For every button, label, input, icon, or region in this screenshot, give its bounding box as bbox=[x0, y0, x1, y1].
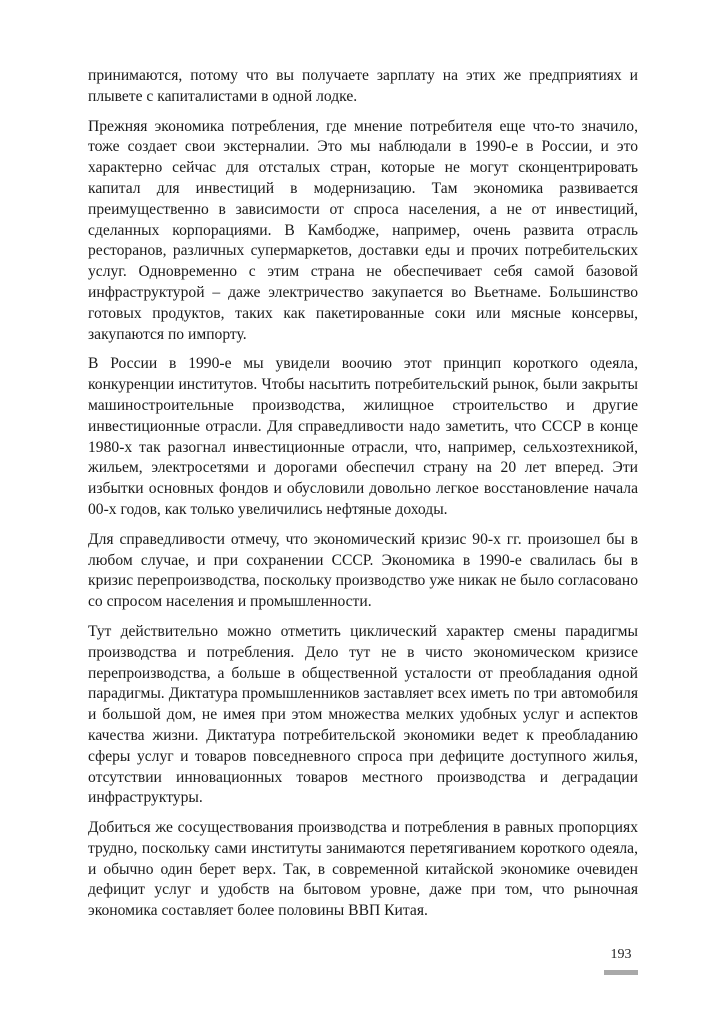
page-number: 193 bbox=[610, 947, 632, 962]
paragraph-3: В России в 1990-е мы увидели воочию этот принцип короткого одеяла, конкуренции институтов. Чтобы насытить потребительский рынок, были закрыты машиностроительные производства, жилищное строительство и другие инвестиционные отрасли. Для справедливости надо заметить, что СССР в конце 1980-х так разогнал инвестиционные отрасли, что, например, сельхозтехникой, жильем, электросетями и дорогами обеспечил страну на 20 лет вперед. Эти избытки основных фондов и обусловили довольно легкое восстановление начала 00-х годов, как только увеличились нефтяные доходы. bbox=[88, 355, 638, 518]
page-footer bbox=[604, 946, 638, 975]
page-body bbox=[88, 66, 638, 931]
paragraph-1: принимаются, потому что вы получаете зарплату на этих же предприятиях и плывете с капиталистами в одной лодке. bbox=[88, 67, 638, 105]
paragraph-2: Прежняя экономика потребления, где мнение потребителя еще что-то значило, тоже создает свои экстерналии. Это мы наблюдали в 1990-е в России, и это характерно сейчас для отсталых стран, которые не могут сконцентрировать капитал для инвестиций в модернизацию. Там экономика развивается преимущественно в зависимости от спроса населения, а не от инвестиций, сделанных корпорациями. В Камбодже, например, очень развита отрасль ресторанов, различных супермаркетов, доставки еды и прочих потребительских услуг. Одновременно с этим страна не обеспечивает себя самой базовой инфраструктурой – даже электричество закупается во Вьетнаме. Большинство готовых продуктов, таких как пакетированные соки или мясные консервы, закупаются по импорту. bbox=[88, 117, 638, 343]
paragraph-4: Для справедливости отмечу, что экономический кризис 90-х гг. произошел бы в любом случае, и при сохранении СССР. Экономика в 1990-е свалилась бы в кризис перепроизводства, поскольку производство уже никак не было согласовано со спросом населения и промышленности. bbox=[88, 530, 638, 611]
paragraph-5: Тут действительно можно отметить циклический характер смены парадигмы производства и потребления. Дело тут не в чисто экономическом кризисе перепроизводства, а больше в общественной усталости от преобладания одной парадигмы. Диктатура промышленников заставляет всех иметь по три автомобиля и большой дом, не имея при этом множества мелких удобных услуг и аспектов качества жизни. Диктатура потребительской экономики ведет к преобладанию сферы услуг и товаров повседневного спроса при дефиците доступного жилья, отсутствии инновационных товаров местного производства и деградации инфраструктуры. bbox=[88, 622, 638, 807]
page-number-bar bbox=[604, 970, 638, 975]
paragraph-6: Добиться же сосуществования производства и потребления в равных пропорциях трудно, поскольку сами институты занимаются перетягиванием короткого одеяла, и обычно один берет верх. Так, в современной китайской экономике очевиден дефицит услуг и удобств на бытовом уровне, даже при том, что рыночная экономика составляет более половины ВВП Китая. bbox=[88, 819, 638, 920]
